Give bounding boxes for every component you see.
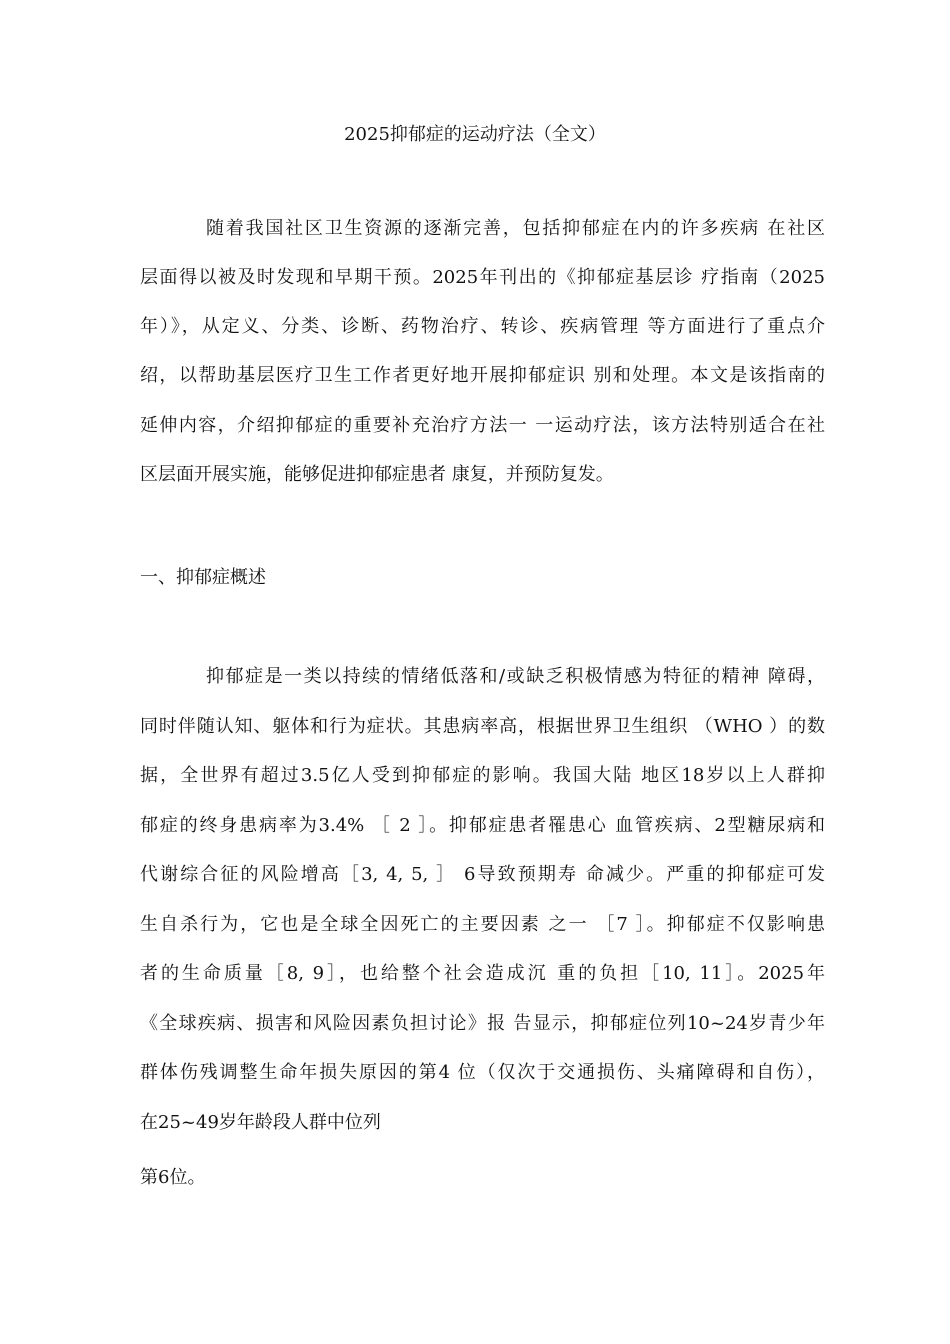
intro-line-6: 区层面开展实施，能够促进抑郁症患者 康复，并预防复发。	[140, 464, 614, 485]
intro-line-5: 延伸内容，介绍抑郁症的重要补充治疗方法一 一运动疗法，该方法特别适合在社	[140, 415, 825, 436]
intro-line-3: 年）》，从定义、分类、诊断、药物治疗、转诊、疾病管理 等方面进行了重点介	[140, 316, 825, 337]
section1-line-1: 抑郁症是一类以持续的情绪低落和/或缺乏积极情感为特征的精神 障碍，	[206, 666, 825, 687]
section1-line-3: 据，全世界有超过3.5亿人受到抑郁症的影响。我国大陆 地区18岁以上人群抑	[140, 765, 825, 786]
section1-line-5: 代谢综合征的风险增高［3, 4, 5, ］ 6导致预期寿 命减少。严重的抑郁症可发	[140, 864, 825, 885]
intro-line-1: 随着我国社区卫生资源的逐渐完善，包括抑郁症在内的许多疾病 在社区	[206, 218, 825, 239]
section1-line-9: 群体伤残调整生命年损失原因的第4 位（仅次于交通损伤、头痛障碍和自伤），	[140, 1062, 825, 1083]
document-title: 2025抑郁症的运动疗法（全文）	[344, 124, 606, 145]
section-heading-overview: 一、抑郁症概述	[140, 567, 266, 588]
section1-line-8: 《全球疾病、损害和风险因素负担讨论》报 告显示，抑郁症位列10~24岁青少年	[140, 1013, 825, 1034]
section1-line-7: 者的生命质量［8, 9］，也给整个社会造成沉 重的负担［10, 11］。2025年	[140, 963, 825, 984]
section1-line-6: 生自杀行为，它也是全球全因死亡的主要因素 之一 ［7 ］。抑郁症不仅影响患	[140, 914, 825, 935]
section1-tail: 第6位。	[140, 1167, 206, 1188]
section1-line-4: 郁症的终身患病率为3.4% ［ 2 ］。抑郁症患者罹患心 血管疾病、2型糖尿病和	[140, 815, 825, 836]
intro-line-4: 绍，以帮助基层医疗卫生工作者更好地开展抑郁症识 别和处理。本文是该指南的	[140, 365, 825, 386]
section1-line-2: 同时伴随认知、躯体和行为症状。其患病率高，根据世界卫生组织 （WHO ）的数	[140, 716, 825, 737]
section1-line-10: 在25~49岁年龄段人群中位列	[140, 1112, 381, 1133]
intro-line-2: 层面得以被及时发现和早期干预。2025年刊出的《抑郁症基层诊 疗指南（2025	[140, 267, 825, 288]
